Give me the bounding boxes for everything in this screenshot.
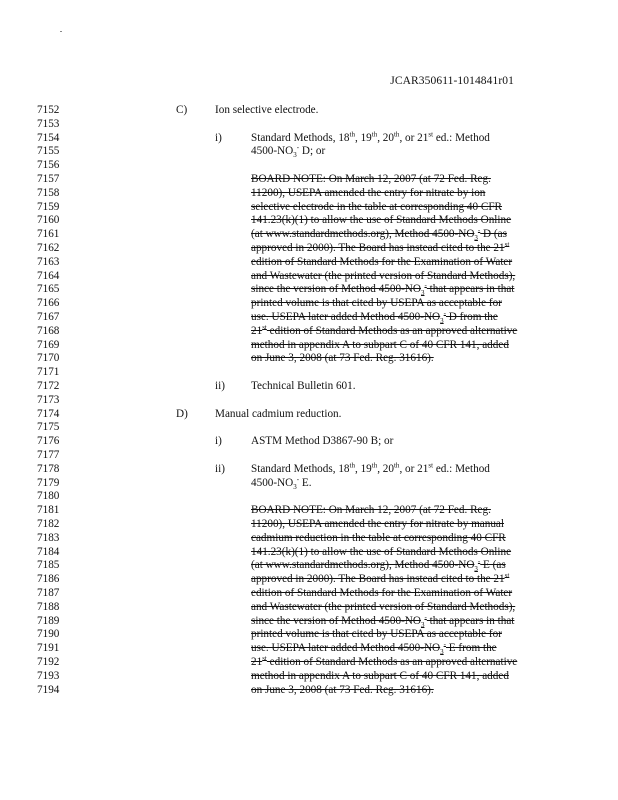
line-number: 7159 xyxy=(37,200,60,213)
struck-text: and Wastewater (the printed version of Standard Methods), xyxy=(251,269,516,282)
list-marker: i) xyxy=(215,435,222,448)
struck-text: method in appendix A to subpart C of 40 CFR 141, added xyxy=(251,338,509,351)
struck-text: method in appendix A to subpart C of 40 CFR 141, added xyxy=(251,669,509,682)
line-number: 7180 xyxy=(37,490,60,503)
line-number: 7182 xyxy=(37,518,60,530)
struck-text: cadmium reduction in the table at corresponding 40 CFR xyxy=(251,531,506,544)
line-number: 7189 xyxy=(37,614,60,627)
list-marker: ii) xyxy=(215,380,225,392)
struck-text: use. USEPA later added Method $4500-NO_3^-$ E from the xyxy=(251,640,497,657)
line-number: 7158 xyxy=(37,186,60,199)
line-number: 7168 xyxy=(37,324,60,337)
line-number: 7188 xyxy=(37,600,60,613)
line-text: Ion selective electrode. xyxy=(215,104,319,116)
struck-text: BOARD NOTE: On March 12, 2007 (at 72 Fed. Reg. xyxy=(251,504,491,517)
struck-text: approved in 2000). The Board has instead cited to the 21st xyxy=(251,571,510,586)
struck-text: on June 3, 2008 (at 73 Fed. Reg. 31616). xyxy=(251,352,434,365)
line-number: 7153 xyxy=(37,117,60,130)
struck-text: (at www.standardmethods.org), Method $4500-NO_3^-$ D (as xyxy=(251,226,507,243)
line-number: 7184 xyxy=(37,545,60,558)
struck-text: approved in 2000). The Board has instead cited to the 21st xyxy=(251,240,510,254)
line-number: 7164 xyxy=(37,269,60,282)
struck-text: 11200), USEPA amended the entry for nitrate by manual xyxy=(251,518,505,530)
struck-text: edition of Standard Methods for the Examination of Water xyxy=(251,587,513,599)
line-number: 7175 xyxy=(37,421,60,434)
line-number: 7174 xyxy=(37,407,60,420)
line-number: 7173 xyxy=(37,393,60,406)
line-number: 7194 xyxy=(37,683,60,696)
struck-text: 21st edition of Standard Methods as an approved alternative xyxy=(251,323,518,337)
struck-text: use. USEPA later added Method $4500-NO_3^-$ D from the xyxy=(251,309,498,326)
line-number: 7193 xyxy=(37,669,60,682)
struck-text: 21st edition of Standard Methods as an approved alternative xyxy=(251,654,518,668)
line-number: 7169 xyxy=(37,338,60,351)
struck-text: 141.23(k)(1) to allow the use of Standard Methods Online xyxy=(251,214,512,227)
line-number: 7165 xyxy=(37,283,60,296)
line-number: 7185 xyxy=(37,559,60,572)
struck-text: and Wastewater (the printed version of Standard Methods), xyxy=(251,600,516,613)
line-text: Technical Bulletin 601. xyxy=(251,380,356,392)
line-number: 7192 xyxy=(37,656,60,668)
struck-text: since the version of Method $4500-NO_3^-$ that appears in that xyxy=(251,612,515,629)
document-id-header: JCAR350611-1014841r01 xyxy=(390,75,514,87)
line-number: 7191 xyxy=(37,642,60,655)
line-number: 7176 xyxy=(37,435,60,448)
line-number: 7178 xyxy=(37,462,60,475)
line-number: 7183 xyxy=(37,531,60,544)
line-number: 7170 xyxy=(37,352,60,365)
line-number: 7177 xyxy=(37,449,60,461)
line-number: 7166 xyxy=(37,297,60,310)
line-number: 7163 xyxy=(37,255,60,268)
line-number: 7181 xyxy=(37,504,60,517)
line-number: 7155 xyxy=(37,145,60,158)
struck-text: (at www.standardmethods.org), Method $4500-NO_3^-$ E (as xyxy=(251,557,506,574)
struck-text: printed volume is that cited by USEPA as acceptable for xyxy=(251,297,502,310)
struck-text: 141.23(k)(1) to allow the use of Standard Methods Online xyxy=(251,545,512,558)
line-text: Standard Methods, 18th, 19th, 20th, or 21st ed.: Method xyxy=(251,129,490,144)
struck-text: edition of Standard Methods for the Examination of Water xyxy=(251,255,513,268)
line-number: 7187 xyxy=(37,587,60,599)
line-number: 7156 xyxy=(37,159,60,172)
line-text: ASTM Method D3867-90 B; or xyxy=(251,435,394,448)
list-marker: i) xyxy=(215,131,222,144)
line-text: Standard Methods, 18th, 19th, 20th, or 21st ed.: Method xyxy=(251,461,490,475)
struck-text: BOARD NOTE: On March 12, 2007 (at 72 Fed. Reg. xyxy=(251,173,491,185)
line-number: 7162 xyxy=(37,242,60,254)
line-number: 7171 xyxy=(37,366,60,379)
line-number: 7154 xyxy=(37,131,60,144)
line-number: 7186 xyxy=(37,573,60,586)
line-number: 7172 xyxy=(37,380,60,392)
struck-text: selective electrode in the table at corresponding 40 CFR xyxy=(251,200,503,213)
list-marker: D) xyxy=(176,407,188,420)
line-number: 7190 xyxy=(37,628,60,641)
line-text: $4500-NO_3^-$ E. xyxy=(251,474,312,491)
line-number: 7167 xyxy=(37,311,60,323)
line-number: 7161 xyxy=(37,228,60,241)
struck-text: 11200), USEPA amended the entry for nitrate by ion xyxy=(251,186,486,199)
line-number: 7160 xyxy=(37,214,60,227)
list-marker: C) xyxy=(176,104,188,116)
line-number: 7152 xyxy=(37,104,60,116)
line-text: Manual cadmium reduction. xyxy=(215,407,342,420)
scan-speck xyxy=(60,31,62,32)
line-text: $4500-NO_3^-$ D; or xyxy=(251,143,326,160)
struck-text: printed volume is that cited by USEPA as acceptable for xyxy=(251,628,502,641)
struck-text: since the version of Method $4500-NO_3^-$ that appears in that xyxy=(251,281,515,298)
list-marker: ii) xyxy=(215,462,225,475)
struck-text: on June 3, 2008 (at 73 Fed. Reg. 31616). xyxy=(251,683,434,696)
line-number: 7179 xyxy=(37,476,60,489)
line-number: 7157 xyxy=(37,173,60,185)
